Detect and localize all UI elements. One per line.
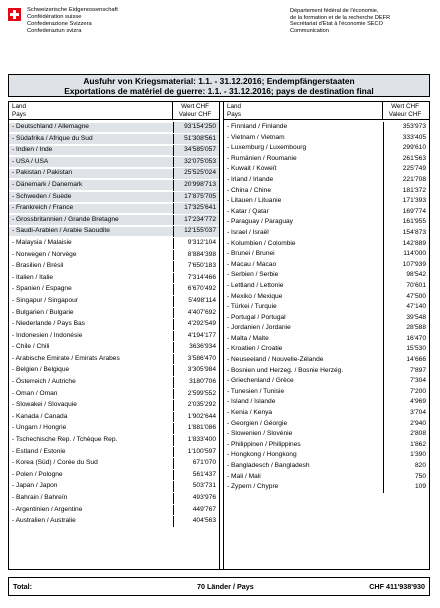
table-row bbox=[224, 440, 429, 451]
table-row bbox=[224, 376, 429, 387]
table-row bbox=[224, 366, 429, 377]
value-header bbox=[173, 103, 217, 118]
export-value: 4'194'177 bbox=[187, 331, 216, 339]
export-value: 98'542 bbox=[406, 271, 426, 279]
table-row bbox=[224, 482, 429, 493]
confederation-line: Confederazione Svizzera bbox=[27, 21, 92, 27]
left-rows bbox=[9, 122, 219, 528]
export-value: 3'704 bbox=[410, 409, 426, 417]
table-row bbox=[224, 133, 429, 144]
table-row bbox=[9, 157, 219, 169]
country-name: - Belgien / Belgique bbox=[12, 366, 70, 374]
export-value: 7'897 bbox=[410, 366, 426, 374]
export-value: 14'666 bbox=[406, 356, 426, 364]
export-value: 169'774 bbox=[402, 207, 426, 215]
country-name: - Irland / Irlande bbox=[227, 175, 274, 183]
country-name: - Mexiko / Mexique bbox=[227, 292, 283, 300]
export-value: 47'500 bbox=[406, 292, 426, 300]
export-value: 493'976 bbox=[192, 494, 216, 501]
table-row bbox=[224, 228, 429, 239]
table-row bbox=[224, 472, 429, 483]
table-row bbox=[224, 334, 429, 345]
country-name: - Luxemburg / Luxembourg bbox=[227, 144, 307, 152]
export-value: 404'563 bbox=[192, 517, 216, 525]
export-value: 39'548 bbox=[406, 313, 426, 321]
table-row bbox=[224, 355, 429, 366]
table-row bbox=[9, 203, 219, 215]
country-name: - Georgien / Géorgie bbox=[227, 419, 288, 427]
export-value: 17'325'641 bbox=[184, 204, 216, 212]
country-name: - Slowakei / Slovaquie bbox=[12, 401, 77, 409]
total-label: Total: bbox=[13, 582, 33, 591]
country-name: - Deutschland / Allemagne bbox=[12, 123, 89, 130]
export-value: 114'000 bbox=[403, 250, 426, 258]
table-row bbox=[9, 377, 219, 389]
country-name: - Argentinien / Argentine bbox=[12, 505, 83, 513]
export-value: 107'939 bbox=[402, 260, 426, 268]
export-value: 51'308'561 bbox=[184, 134, 216, 142]
export-value: 3636'934 bbox=[189, 343, 216, 351]
table-row bbox=[224, 313, 429, 324]
export-value: 9'312'104 bbox=[187, 238, 216, 246]
country-name: - Korea (Süd) / Corée du Sud bbox=[12, 459, 98, 467]
table-row bbox=[9, 389, 219, 401]
confederation-line: Confederaziun svizra bbox=[27, 28, 82, 34]
export-value: 25'525'024 bbox=[184, 169, 216, 177]
table-row bbox=[224, 419, 429, 430]
table-row bbox=[224, 397, 429, 408]
export-value: 20'998'713 bbox=[184, 180, 216, 188]
country-name: - Jordanien / Jordanie bbox=[227, 324, 291, 332]
export-value: 261'563 bbox=[402, 154, 426, 162]
country-name: - Indien / Inde bbox=[12, 146, 53, 154]
export-value: 4'407'692 bbox=[187, 308, 216, 316]
country-name: - Kroatien / Croatie bbox=[227, 345, 283, 353]
export-value: 47'140 bbox=[406, 303, 426, 311]
export-value: 32'075'053 bbox=[184, 157, 216, 165]
swiss-cross-icon bbox=[8, 8, 21, 21]
table-row bbox=[9, 238, 219, 250]
export-value: 3'586'470 bbox=[187, 354, 216, 362]
table-row bbox=[224, 429, 429, 440]
country-name: - Portugal / Portugal bbox=[227, 313, 286, 321]
country-name: - Österreich / Autriche bbox=[12, 378, 76, 386]
country-name: - Neuseeland / Nouvelle-Zélande bbox=[227, 356, 324, 364]
country-name: - Pakistan / Pakistan bbox=[12, 169, 73, 177]
export-value: 181'372 bbox=[402, 186, 426, 194]
export-value: 820 bbox=[414, 462, 426, 469]
country-name: - Paraguay / Paraguay bbox=[227, 218, 293, 226]
table-row bbox=[9, 481, 219, 493]
pays-label: Pays bbox=[227, 110, 241, 118]
country-header bbox=[227, 103, 241, 118]
country-name: - Kolumbien / Colombie bbox=[227, 239, 296, 247]
table-row bbox=[224, 175, 429, 186]
country-name: - Bulgarien / Bulgarie bbox=[12, 308, 74, 316]
country-name: - Australien / Australie bbox=[12, 517, 76, 525]
country-header bbox=[12, 103, 26, 118]
export-value: 449'767 bbox=[192, 505, 216, 513]
country-name: - Türkei / Turquie bbox=[227, 303, 277, 311]
column-header bbox=[9, 102, 219, 120]
country-name: - Ungarn / Hongrie bbox=[12, 424, 67, 432]
table-row bbox=[9, 493, 219, 505]
valeur-label: Valeur CHF bbox=[178, 110, 212, 118]
export-table bbox=[8, 101, 430, 570]
country-name: - Brunei / Brunei bbox=[227, 250, 275, 258]
table-row bbox=[224, 186, 429, 197]
table-row bbox=[224, 154, 429, 165]
export-value: 671'070 bbox=[192, 459, 216, 467]
department-line: Communication bbox=[290, 27, 329, 34]
table-row bbox=[224, 164, 429, 175]
country-name: - Brasilien / Brésil bbox=[12, 262, 64, 270]
country-name: - Philippinen / Philippines bbox=[227, 440, 301, 448]
table-row bbox=[9, 412, 219, 424]
table-row bbox=[9, 250, 219, 262]
export-value: 1'100'597 bbox=[187, 447, 216, 455]
export-value: 17'875'705 bbox=[184, 192, 216, 200]
valeur-label: Valeur CHF bbox=[388, 110, 422, 118]
export-value: 7'314'466 bbox=[187, 273, 216, 281]
country-name: - Saudi-Arabien / Arabie Saoudite bbox=[12, 227, 110, 235]
country-name: - Malaysia / Malaisie bbox=[12, 238, 72, 246]
country-name: - Frankreich / France bbox=[12, 204, 74, 212]
table-row bbox=[224, 323, 429, 334]
country-name: - Griechenland / Grèce bbox=[227, 377, 294, 385]
country-name: - Zypern / Chypre bbox=[227, 483, 279, 491]
table-row bbox=[224, 387, 429, 398]
country-name: - Lettland / Lettonie bbox=[227, 281, 284, 289]
country-name: - Macau / Macao bbox=[227, 260, 277, 268]
table-row bbox=[9, 447, 219, 459]
department-block bbox=[290, 8, 435, 34]
export-value: 142'889 bbox=[402, 239, 426, 247]
export-value: 5'498'114 bbox=[188, 296, 216, 304]
table-row bbox=[224, 217, 429, 228]
right-column bbox=[223, 102, 429, 569]
export-value: 750 bbox=[414, 472, 426, 480]
table-row bbox=[9, 400, 219, 412]
table-row bbox=[224, 143, 429, 154]
value-header bbox=[383, 103, 427, 118]
country-name: - Spanien / Espagne bbox=[12, 285, 72, 293]
country-name: - Bosnien und Herzeg. / Bosnie Herzég. bbox=[227, 366, 344, 374]
country-name: - Malta / Malte bbox=[227, 334, 269, 342]
export-value: 28'588 bbox=[406, 324, 426, 332]
table-row bbox=[9, 458, 219, 470]
table-row bbox=[9, 261, 219, 273]
country-name: - Niederlande / Pays Bas bbox=[12, 320, 85, 328]
table-row bbox=[9, 215, 219, 227]
export-value: 17'234'772 bbox=[184, 215, 216, 223]
table-row bbox=[9, 505, 219, 517]
export-value: 2'035'292 bbox=[187, 401, 216, 409]
export-value: 1'390 bbox=[410, 451, 426, 459]
table-row bbox=[224, 344, 429, 355]
value-label: Wert CHF bbox=[181, 103, 209, 110]
country-name: - Italien / Italie bbox=[12, 273, 54, 281]
total-amount: CHF 411'938'930 bbox=[369, 582, 425, 591]
country-name: - Hongkong / Hongkong bbox=[227, 451, 297, 459]
export-value: 1'881'086 bbox=[187, 424, 216, 432]
table-row bbox=[224, 450, 429, 461]
export-value: 70'601 bbox=[406, 281, 426, 289]
country-name: - Bahrain / Bahreïn bbox=[12, 494, 68, 501]
export-value: 16'470 bbox=[406, 334, 426, 342]
export-value: 6'670'492 bbox=[187, 285, 216, 293]
department-line: Secrétariat d'Etat à l'économie SECO bbox=[290, 21, 383, 28]
table-row bbox=[9, 296, 219, 308]
export-value: 154'873 bbox=[402, 228, 426, 236]
table-row bbox=[9, 354, 219, 366]
table-row bbox=[9, 168, 219, 180]
export-value: 15'530 bbox=[406, 345, 426, 353]
country-name: - Bangladesch / Bangladesh bbox=[227, 462, 310, 469]
department-line: Département fédéral de l'économie, bbox=[290, 8, 379, 14]
export-value: 161'955 bbox=[402, 218, 426, 226]
export-value: 12'155'037 bbox=[184, 227, 216, 235]
table-row bbox=[9, 180, 219, 192]
country-name: - Südafrika / Afrique du Sud bbox=[12, 134, 93, 142]
country-name: - Katar / Qatar bbox=[227, 207, 269, 215]
country-name: - Grossbritannien / Grande Bretagne bbox=[12, 215, 119, 223]
export-value: 2'808 bbox=[410, 430, 426, 438]
confederation-name bbox=[27, 7, 187, 35]
letterhead bbox=[0, 0, 440, 48]
title-german: Ausfuhr von Kriegsmaterial: 1.1. - 31.12.2016; Endempfängerstaaten bbox=[83, 76, 355, 86]
table-row bbox=[9, 284, 219, 296]
country-name: - Singapur / Singapour bbox=[12, 296, 78, 304]
table-row bbox=[224, 292, 429, 303]
export-value: 8'884'398 bbox=[187, 250, 216, 258]
table-row bbox=[9, 319, 219, 331]
table-row bbox=[9, 331, 219, 343]
table-row bbox=[224, 249, 429, 260]
country-name: - USA / USA bbox=[12, 157, 49, 165]
right-rows bbox=[224, 122, 429, 493]
table-row bbox=[9, 423, 219, 435]
export-value: 4'969 bbox=[410, 398, 426, 406]
export-value: 93'154'250 bbox=[184, 123, 216, 130]
country-name: - Vietnam / Vietnam bbox=[227, 133, 285, 141]
country-name: - Kuwait / Koweït bbox=[227, 165, 277, 173]
column-header bbox=[224, 102, 429, 120]
country-name: - Arabische Emirate / Emirats Arabes bbox=[12, 354, 120, 362]
table-row bbox=[224, 207, 429, 218]
export-value: 561'437 bbox=[192, 470, 216, 478]
confederation-line: Schweizerische Eidgenossenschaft bbox=[27, 7, 118, 13]
export-value: 299'610 bbox=[402, 144, 426, 152]
total-row bbox=[8, 577, 430, 596]
table-row bbox=[224, 270, 429, 281]
country-name: - Tunesien / Tunisie bbox=[227, 387, 285, 395]
export-value: 333'405 bbox=[402, 133, 426, 141]
title-french: Exportations de matériel de guerre: 1.1. - 31.12.2016; pays de destination final bbox=[64, 86, 374, 96]
country-name: - Norwegen / Norvège bbox=[12, 250, 77, 258]
left-column bbox=[9, 102, 220, 569]
table-row bbox=[224, 122, 429, 133]
export-value: 503'731 bbox=[192, 482, 216, 490]
country-name: - Polen / Pologne bbox=[12, 470, 63, 478]
export-value: 1'862 bbox=[410, 440, 426, 448]
table-row bbox=[224, 239, 429, 250]
country-name: - Kenia / Kenya bbox=[227, 409, 273, 417]
export-value: 7'200 bbox=[410, 387, 426, 395]
export-value: 109 bbox=[414, 483, 426, 491]
export-value: 1'833'400 bbox=[187, 436, 216, 444]
country-name: - Estland / Estonie bbox=[12, 447, 66, 455]
country-name: - Japan / Japon bbox=[12, 482, 58, 490]
export-value: 2'940 bbox=[410, 419, 426, 427]
export-value: 1'902'644 bbox=[187, 412, 216, 420]
table-row bbox=[224, 408, 429, 419]
table-row bbox=[9, 435, 219, 447]
table-row bbox=[224, 196, 429, 207]
department-line: de la formation et de la recherche DEFR bbox=[290, 14, 391, 21]
confederation-line: Confédération suisse bbox=[27, 14, 82, 20]
export-value: 34'585'057 bbox=[184, 146, 216, 154]
country-name: - Dänemark / Danemark bbox=[12, 180, 83, 188]
table-row bbox=[224, 281, 429, 292]
table-row bbox=[224, 302, 429, 313]
table-row bbox=[224, 260, 429, 271]
export-value: 225'749 bbox=[402, 165, 426, 173]
table-row bbox=[9, 134, 219, 146]
country-name: - Litauen / Lituanie bbox=[227, 197, 282, 205]
country-name: - Rumänien / Roumanie bbox=[227, 154, 297, 162]
country-name: - China / Chine bbox=[227, 186, 271, 194]
export-value: 7'304 bbox=[410, 377, 426, 385]
table-row bbox=[9, 470, 219, 482]
export-value: 171'393 bbox=[402, 197, 426, 205]
export-value: 3'305'984 bbox=[187, 366, 216, 374]
country-name: - Schweden / Suède bbox=[12, 192, 72, 200]
table-row bbox=[9, 145, 219, 157]
export-value: 4'292'549 bbox=[187, 320, 216, 328]
table-row bbox=[9, 308, 219, 320]
export-value: 221'708 bbox=[402, 175, 426, 183]
country-name: - Serbien / Serbie bbox=[227, 271, 279, 279]
export-value: 2'599'552 bbox=[187, 389, 216, 397]
country-name: - Tschechische Rep. / Tchèque Rep. bbox=[12, 436, 118, 444]
table-row bbox=[9, 192, 219, 204]
country-name: - Island / Islande bbox=[227, 398, 276, 406]
export-value: 353'973 bbox=[402, 123, 426, 130]
land-label: Land bbox=[12, 103, 27, 110]
report-title bbox=[8, 74, 430, 97]
country-name: - Finnland / Finlande bbox=[227, 123, 288, 130]
table-row bbox=[9, 226, 219, 238]
total-countries: 70 Länder / Pays bbox=[197, 582, 254, 591]
table-row bbox=[9, 342, 219, 354]
country-name: - Kanada / Canada bbox=[12, 412, 68, 420]
table-row bbox=[9, 273, 219, 285]
export-value: 3180'706 bbox=[189, 378, 216, 386]
country-name: - Indonesien / Indonésie bbox=[12, 331, 83, 339]
country-name: - Israel / Israël bbox=[227, 228, 269, 236]
table-row bbox=[9, 122, 219, 134]
table-row bbox=[9, 365, 219, 377]
table-row bbox=[9, 516, 219, 528]
country-name: - Slowenien / Slovénie bbox=[227, 430, 293, 438]
table-row bbox=[224, 461, 429, 472]
country-name: - Mali / Mali bbox=[227, 472, 261, 480]
land-label: Land bbox=[227, 103, 242, 110]
value-label: Wert CHF bbox=[391, 103, 419, 110]
pays-label: Pays bbox=[12, 110, 26, 118]
country-name: - Oman / Oman bbox=[12, 389, 58, 397]
export-value: 7'650'183 bbox=[187, 262, 216, 270]
country-name: - Chile / Chili bbox=[12, 343, 50, 351]
